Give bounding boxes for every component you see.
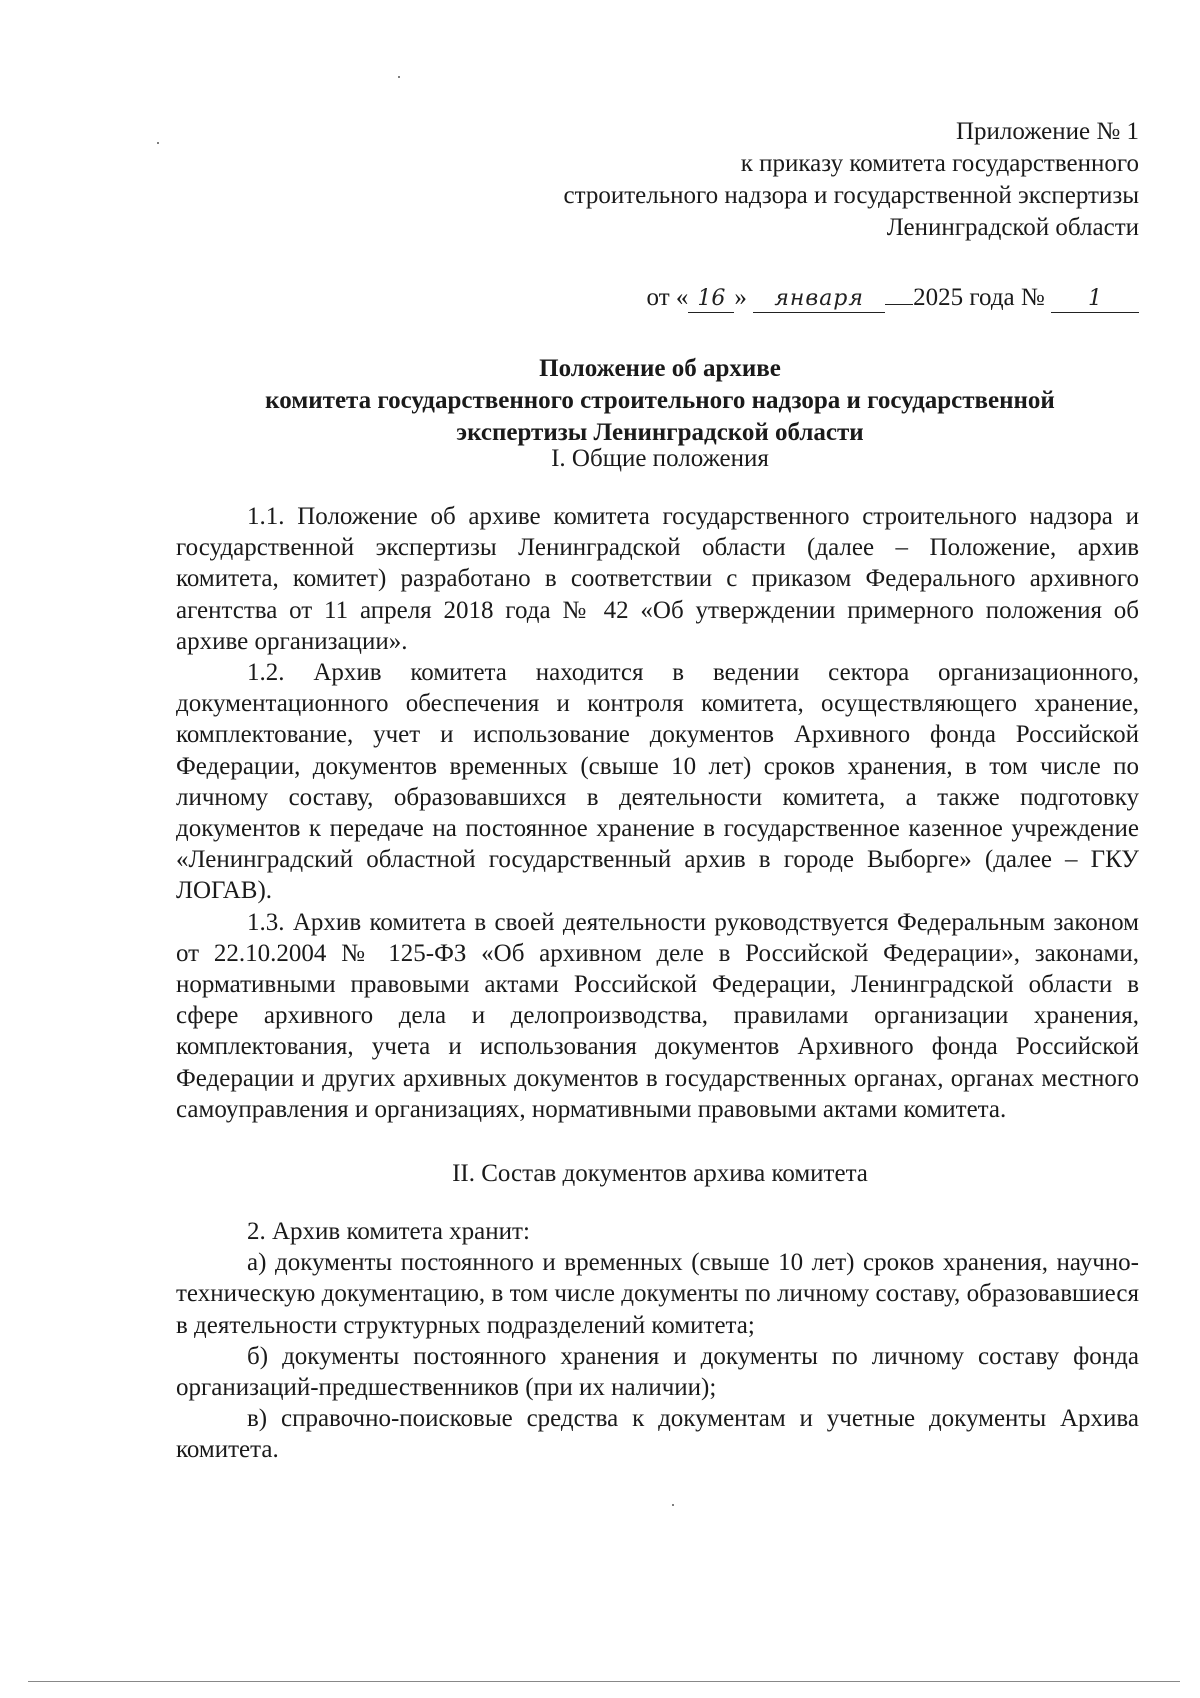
approval-block (564, 116, 1139, 244)
paragraph: в) справочно-поисковые средства к документам и учетные документы Архива комитета. (176, 1405, 1139, 1464)
handwritten-month: января (753, 286, 885, 313)
section-heading-composition: II. Состав документов архива комитета (452, 1160, 868, 1187)
paragraph: 1.2. Архив комитета находится в ведении сектора организационного, документационного обеспечения и контроля комитета, осуществляющего хранение, комплектование, учет и использование документов Архивного фонда Российской Федерации, документов временных (свыше 10 лет) сроков хранения, в том числе по личному составу, образовавшихся в деятельности комитета, а также подготовку документов к передаче на постоянное хранение в государственное казенное учреждение «Ленинградский областной государственный архив в городе Выборге» (далее – ГКУ ЛОГАВ). (176, 659, 1139, 905)
approval-line: к приказу комитета государственного (740, 150, 1139, 177)
paragraph: 1.1. Положение об архиве комитета государственного строительного надзора и государственной экспертизы Ленинградской области (далее – Положение, архив комитета, комитет) разработано в соответствии с приказом Федерального архивного агентства от 11 апреля 2018 года № 42 «Об утверждении примерного положения об архиве организации». (176, 503, 1139, 655)
paragraph: 1.3. Архив комитета в своей деятельности руководствуется Федеральным законом от 22.10.2004 № 125-ФЗ «Об архивном деле в Российской Федерации», законами, нормативными правовыми актами Российской Федерации, Ленинградской области в сфере архивного дела и делопроизводства, правилами организации хранения, комплектования, учета и использования документов Архивного фонда Российской Федерации и других архивных документов в государственных органах, органах местного самоуправления и организациях, нормативными правовыми актами комитета. (176, 908, 1139, 1123)
section-general-body (176, 501, 1139, 1125)
title-line: Положение об архиве (539, 355, 781, 382)
approval-line: строительного надзора и государственной экспертизы (563, 182, 1139, 209)
section-heading-general: I. Общие положения (551, 445, 769, 472)
approval-line: Приложение № 1 (955, 118, 1139, 145)
scan-speck (672, 1504, 674, 1506)
approval-line: Ленинградской области (886, 214, 1139, 241)
document-title (170, 353, 1150, 449)
date-mid: » (734, 284, 747, 311)
date-prefix: от « (646, 284, 689, 311)
date-year-text: 2025 года № (913, 284, 1045, 311)
scan-speck (157, 142, 159, 144)
title-line: экспертизы Ленинградской области (456, 419, 864, 446)
order-date-line (647, 282, 1139, 314)
section-composition-body (176, 1216, 1139, 1466)
paragraph: а) документы постоянного и временных (свыше 10 лет) сроков хранения, научно-техническую документацию, в том числе документы по личному составу, образовавшиеся в деятельности структурных подразделений комитета; (176, 1249, 1139, 1339)
handwritten-day: 16 (688, 286, 734, 313)
title-line: комитета государственного строительного надзора и государственной (265, 387, 1055, 414)
paragraph: 2. Архив комитета хранит: (247, 1218, 530, 1245)
date-underline (885, 304, 913, 305)
scan-bottom-edge (28, 1681, 1180, 1682)
paragraph: б) документы постоянного хранения и документы по личному составу фонда организаций-предшественников (при их наличии); (176, 1342, 1139, 1402)
scan-speck (398, 76, 400, 78)
handwritten-order-number: 1 (1051, 286, 1139, 313)
